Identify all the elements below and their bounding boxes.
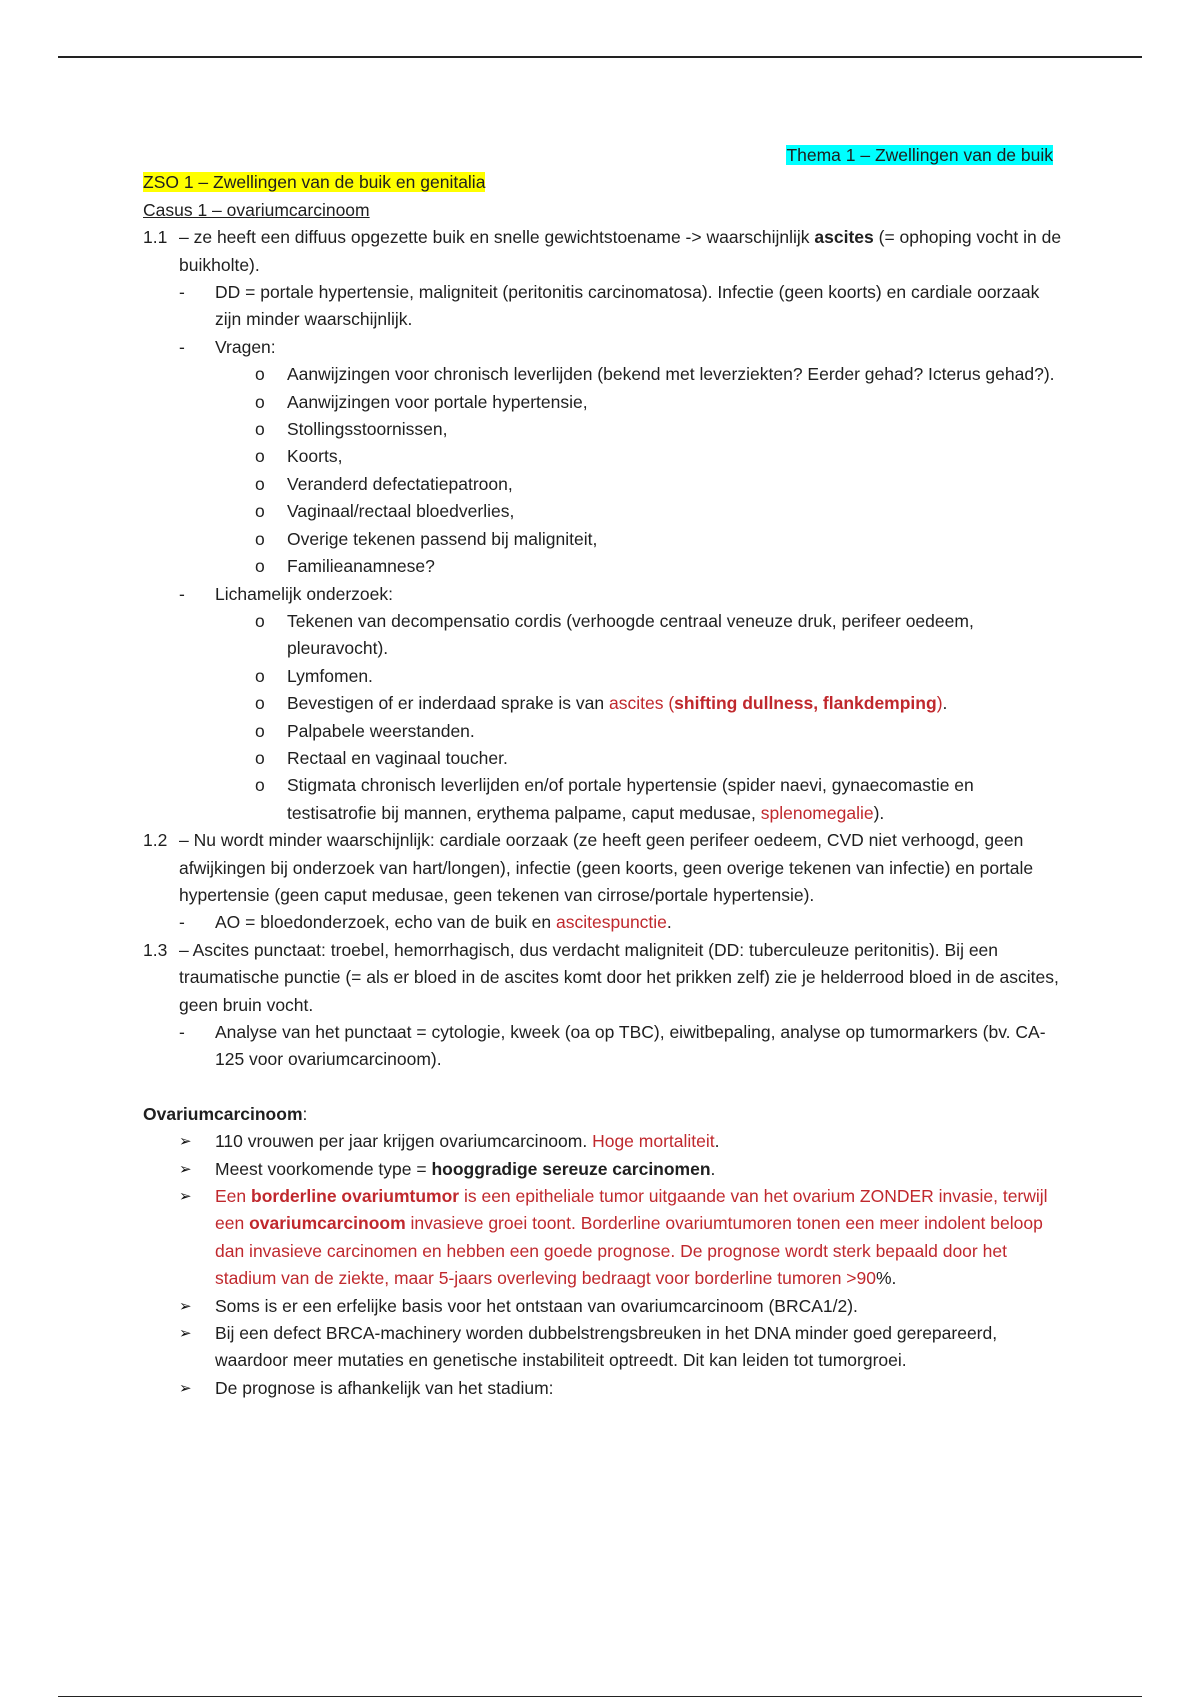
- vragen-list: [215, 361, 1063, 580]
- red-text: Hoge mortaliteit: [592, 1131, 715, 1152]
- text-part: – ze heeft een diffuus opgezette buik en snelle gewichtstoename -> waarschijnlijk: [179, 227, 815, 248]
- bold-text: borderline ovariumtumor: [251, 1186, 460, 1207]
- question-number: 1.1: [143, 227, 168, 248]
- q1-2-dash-list: [143, 909, 1063, 936]
- list-item-ascites: [251, 690, 1063, 717]
- header-rule: [58, 56, 1142, 58]
- red-text: ): [936, 693, 943, 714]
- question-1-3: [143, 937, 1063, 1019]
- document-body: [143, 142, 1063, 1402]
- red-bold-text: shifting dullness, flankdemping: [674, 693, 937, 714]
- list-item-stigmata: [251, 772, 1063, 827]
- spacer: [143, 1074, 1063, 1101]
- list-item-ao: [179, 909, 1063, 936]
- zso-title-text: ZSO 1 – Zwellingen van de buik en genitalia: [143, 172, 486, 193]
- list-item: o Rectaal en vaginaal toucher.: [251, 745, 1063, 772]
- list-item-vragen: [179, 334, 1063, 581]
- list-item: ➢ Soms is er een erfelijke basis voor het ontstaan van ovariumcarcinoom (BRCA1/2).: [179, 1293, 1063, 1320]
- q1-3-dash-list: [143, 1019, 1063, 1074]
- list-item: [179, 1156, 1063, 1183]
- bold-term-ascites: ascites: [814, 227, 874, 248]
- list-item: ➢ Bij een defect BRCA-machinery worden dubbelstrengsbreuken in het DNA minder goed gerepareerd, waardoor meer mutaties en genetische instabiliteit optreedt. Dit kan leiden tot tumorgroei.: [179, 1320, 1063, 1375]
- list-item: o Vaginaal/rectaal bloedverlies,: [251, 498, 1063, 525]
- list-item: o Familieanamnese?: [251, 553, 1063, 580]
- question-text: [179, 224, 1063, 279]
- list-item: o Tekenen van decompensatio cordis (verhoogde centraal veneuze druk, perifeer oedeem, pleuravocht).: [251, 608, 1063, 663]
- list-item: o Veranderd defectatiepatroon,: [251, 471, 1063, 498]
- list-item: o Lymfomen.: [251, 663, 1063, 690]
- text-part: .: [666, 912, 672, 933]
- question-text: – Ascites punctaat: troebel, hemorrhagisch, dus verdacht maligniteit (DD: tuberculeuze peritonitis). Bij een traumatische punctie (= als er bloed in de ascites komt door het prikken zelf) zie je helderrood bloed in de ascites, geen bruin vocht.: [179, 939, 1059, 1015]
- section-title-text: Ovariumcarcinoom: [143, 1103, 303, 1124]
- red-text: ascitespunctie: [556, 912, 667, 933]
- list-item: o Overige tekenen passend bij maligniteit,: [251, 526, 1063, 553]
- section-title-ovariumcarcinoom: [143, 1101, 1063, 1128]
- list-item: o Palpabele weerstanden.: [251, 718, 1063, 745]
- text-part: %.: [875, 1268, 897, 1289]
- list-item: o Aanwijzingen voor chronisch leverlijden (bekend met leverziekten? Eerder gehad? Icterus gehad?).: [251, 361, 1063, 388]
- question-number: 1.3: [143, 939, 168, 960]
- question-1-1: [143, 224, 1063, 279]
- theme-title-text: Thema 1 – Zwellingen van de buik: [786, 145, 1053, 165]
- question-number: 1.2: [143, 830, 168, 851]
- question-1-2: [143, 827, 1063, 909]
- red-text: splenomegalie: [760, 802, 874, 823]
- vragen-label: Vragen:: [215, 336, 276, 357]
- question-text: – Nu wordt minder waarschijnlijk: cardiale oorzaak (ze heeft geen perifeer oedeem, CVD niet verhoogd, geen afwijkingen bij onderzoek van hart/longen), infectie (geen koorts, geen overige tekenen van infectie) en portale hypertensie (geen caput medusae, geen tekenen van cirrose/portale hypertensie).: [179, 830, 1034, 905]
- bold-text: ovariumcarcinoom: [249, 1213, 406, 1234]
- text-part: invasieve groei toont. Borderline ovariumtumoren tonen een meer indolent beloop dan invasieve carcinomen en hebben een goede prognose. De prognose wordt sterk bepaald door het stadium van de ziekte, maar 5-jaars overleving bedraagt voor borderline tumoren >90: [215, 1213, 1043, 1289]
- text-part: (= ophoping vocht in de buikholte).: [179, 227, 1062, 275]
- lo-list: [215, 608, 1063, 827]
- list-item-analyse: - Analyse van het punctaat = cytologie, kweek (oa op TBC), eiwitbepaling, analyse op tumormarkers (bv. CA-125 voor ovariumcarcinoom).: [179, 1019, 1063, 1074]
- text-part: Bevestigen of er inderdaad sprake is van: [287, 693, 609, 714]
- list-item-lo: [179, 581, 1063, 828]
- text-part: 110 vrouwen per jaar krijgen ovariumcarcinoom.: [215, 1131, 593, 1152]
- text-part: Een: [215, 1186, 251, 1207]
- footer-rule: [58, 1696, 1142, 1697]
- red-text: ascites (: [609, 693, 675, 714]
- text-part: ).: [873, 802, 885, 823]
- list-item: [179, 1128, 1063, 1155]
- text-part: Stigmata chronisch leverlijden en/of portale hypertensie (spider naevi, gynaecomastie en testisatrofie bij mannen, erythema palpame, caput medusae,: [287, 775, 974, 823]
- casus-title: [143, 197, 1063, 224]
- text-part: Meest voorkomende type =: [215, 1158, 432, 1179]
- list-item: o Stollingsstoornissen,: [251, 416, 1063, 443]
- lo-label: Lichamelijk onderzoek:: [215, 583, 394, 604]
- text-part: is een epitheliale tumor uitgaande van het ovarium ZONDER invasie, terwijl een: [215, 1186, 1048, 1234]
- text-part: .: [942, 693, 948, 714]
- text-part: AO = bloedonderzoek, echo van de buik en: [215, 912, 557, 933]
- q1-1-dash-list: [143, 279, 1063, 827]
- bold-text: hooggradige sereuze carcinomen: [431, 1158, 711, 1179]
- text-part: .: [710, 1158, 716, 1179]
- theme-title: [143, 142, 1063, 169]
- ovarium-arrow-list: [143, 1128, 1063, 1402]
- list-item-dd: - DD = portale hypertensie, maligniteit (peritonitis carcinomatosa). Infectie (geen koorts) en cardiale oorzaak zijn minder waarschijnlijk.: [179, 279, 1063, 334]
- casus-title-text: Casus 1 – ovariumcarcinoom: [143, 199, 370, 220]
- text-part: :: [302, 1103, 308, 1124]
- zso-title: [143, 169, 1063, 196]
- list-item: o Koorts,: [251, 443, 1063, 470]
- list-item: ➢ De prognose is afhankelijk van het stadium:: [179, 1375, 1063, 1402]
- list-item: o Aanwijzingen voor portale hypertensie,: [251, 389, 1063, 416]
- list-item-borderline: [179, 1183, 1063, 1293]
- text-part: .: [714, 1131, 720, 1152]
